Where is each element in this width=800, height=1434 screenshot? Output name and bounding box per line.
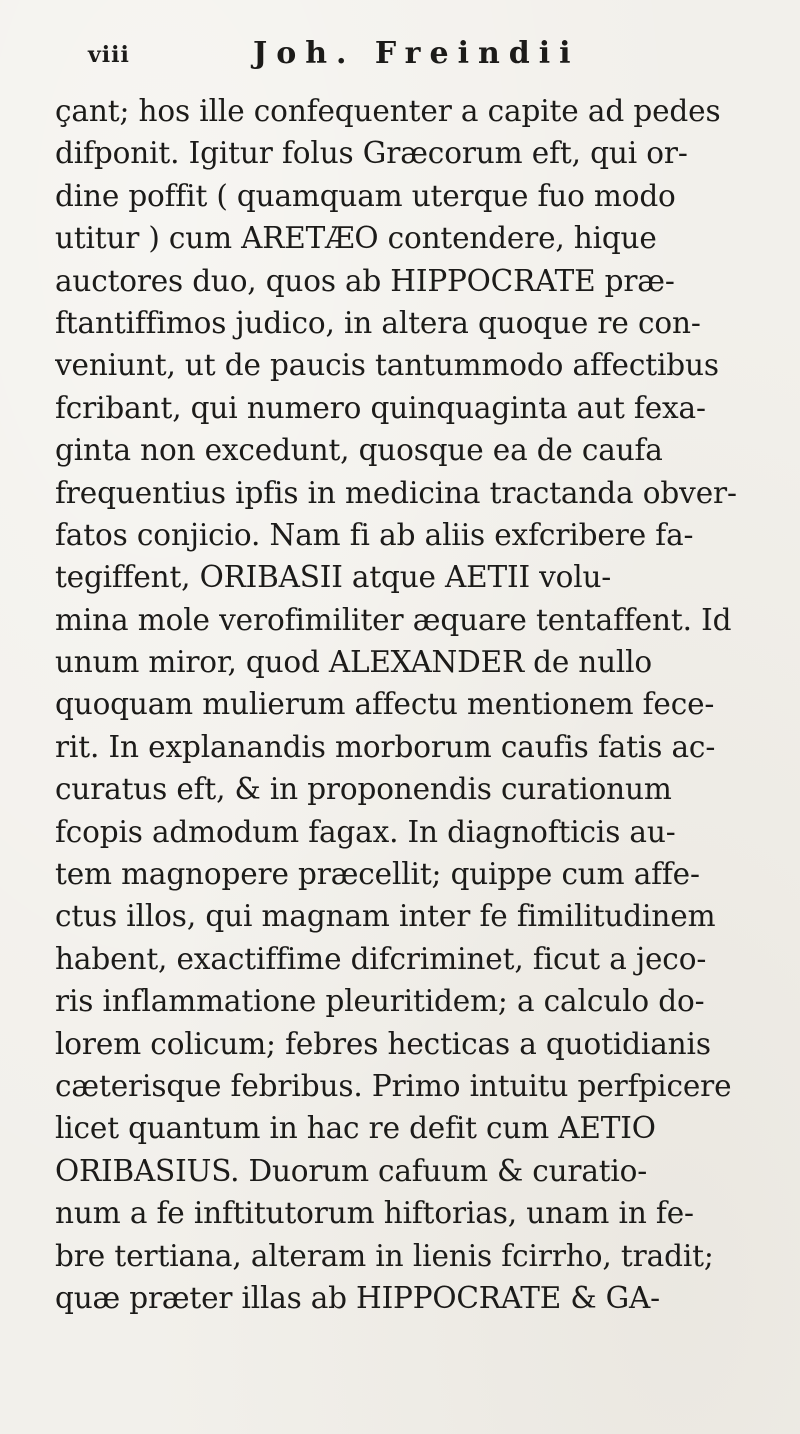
text-line: lorem colicum; febres hecticas a quotidianis	[55, 1026, 711, 1061]
text-line: unum miror, quod ALEXANDER de nullo	[55, 645, 652, 680]
text-line: ftantiffimos judico, in altera quoque re con-	[55, 305, 701, 340]
text-line: difponit. Igitur folus Græcorum eft, qui or-	[55, 136, 688, 171]
text-line: mina mole verofimiliter æquare tentaffent. Id	[55, 602, 732, 637]
text-line: fatos conjicio. Nam fi ab aliis exfcribere fa-	[55, 517, 694, 552]
text-line: ris inflammatione pleuritidem; a calculo do-	[55, 984, 705, 1019]
text-line: utitur ) cum ARETÆO contendere, hique	[55, 221, 657, 256]
text-line: curatus eft, & in proponendis curationum	[55, 772, 672, 807]
text-line: ctus illos, qui magnam inter fe fimilitudinem	[55, 899, 716, 934]
text-line: cæterisque febribus. Primo intuitu perfpicere	[55, 1068, 732, 1103]
text-line: fcribant, qui numero quinquaginta aut fexa-	[55, 390, 706, 425]
text-line: çant; hos ille confequenter a capite ad pedes	[55, 94, 721, 128]
text-line: veniunt, ut de paucis tantummodo affectibus	[55, 348, 719, 383]
text-line: num a fe inftitutorum hiftorias, unam in fe-	[55, 1196, 694, 1231]
text-line: licet quantum in hac re defit cum AETIO	[55, 1111, 656, 1146]
text-line: dine poffit ( quamquam uterque fuo modo	[55, 178, 676, 213]
text-line: fcopis admodum fagax. In diagnofticis au-	[55, 814, 676, 849]
text-line: frequentius ipfis in medicina tractanda obver-	[55, 475, 737, 510]
text-line: ginta non excedunt, quosque ea de caufa	[55, 433, 663, 468]
text-line: bre tertiana, alteram in lienis fcirrho, tradit;	[55, 1238, 714, 1273]
text-line: auctores duo, quos ab HIPPOCRATE præ-	[55, 263, 675, 298]
running-title: Joh. Freindii	[253, 36, 580, 71]
text-line: tegiffent, ORIBASII atque AETII volu-	[55, 560, 612, 595]
text-line: quæ præter illas ab HIPPOCRATE & GA-	[55, 1280, 660, 1315]
text-line: quoquam mulierum affectu mentionem fece-	[55, 687, 715, 722]
running-head	[88, 36, 728, 82]
text-line: ORIBASIUS. Duorum cafuum & curatio-	[55, 1153, 647, 1188]
body-text	[55, 90, 755, 1319]
page-number: viii	[88, 42, 130, 68]
text-line: habent, exactiffime difcriminet, ficut a jeco-	[55, 941, 707, 976]
text-line: rit. In explanandis morborum caufis fatis ac-	[55, 729, 716, 764]
text-line: tem magnopere præcellit; quippe cum affe-	[55, 857, 700, 892]
